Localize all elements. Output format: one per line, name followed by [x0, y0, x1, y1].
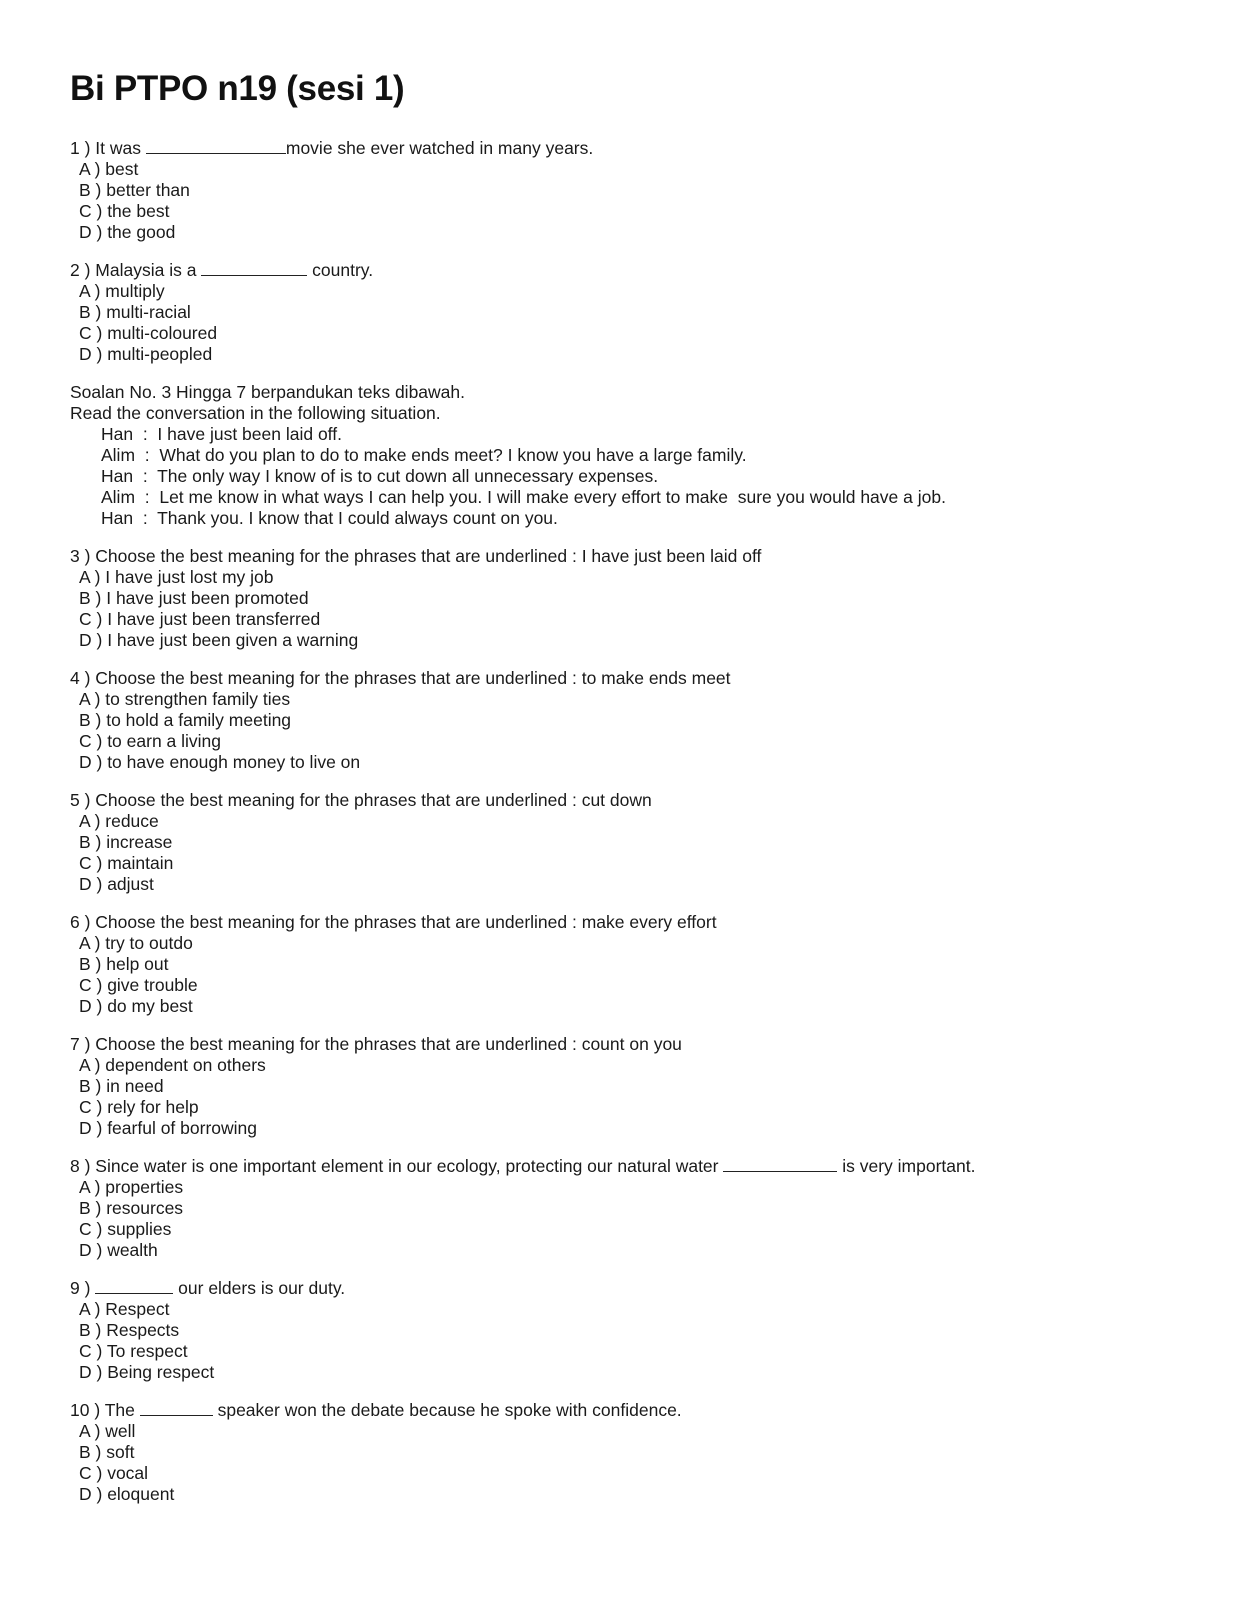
option-c[interactable]: C ) vocal [79, 1463, 149, 1483]
option-c[interactable]: C ) supplies [79, 1219, 172, 1239]
answer-blank [723, 1158, 837, 1172]
option-b[interactable]: B ) resources [79, 1198, 184, 1218]
dialogue-text: The only way I know of is to cut down all unnecessary expenses. [157, 466, 659, 486]
option-b[interactable]: B ) to hold a family meeting [79, 710, 292, 730]
question-5 [70, 790, 1190, 895]
question-2 [70, 260, 1190, 365]
option-b[interactable]: B ) soft [79, 1442, 135, 1462]
answer-blank [140, 1402, 213, 1416]
option-b[interactable]: B ) I have just been promoted [79, 588, 309, 608]
page-title: Bi PTPO n19 (sesi 1) [70, 69, 405, 108]
option-b[interactable]: B ) help out [79, 954, 169, 974]
stem-text: is very important. [837, 1156, 976, 1176]
question-4 [70, 668, 1190, 773]
question-number: 1 ) [70, 138, 96, 158]
question-8 [70, 1156, 1190, 1261]
dialogue-text: Let me know in what ways I can help you. I will make every effort to make sure you would have a job. [159, 487, 946, 507]
question-9 [70, 1278, 1190, 1383]
option-b[interactable]: B ) Respects [79, 1320, 180, 1340]
worksheet-page [70, 68, 1190, 1522]
option-d[interactable]: D ) do my best [79, 996, 193, 1016]
speaker-separator: : [133, 424, 158, 444]
option-a[interactable]: A ) I have just lost my job [79, 567, 274, 587]
question-number: 2 ) [70, 260, 96, 280]
option-a[interactable]: A ) properties [79, 1177, 184, 1197]
option-a[interactable]: A ) dependent on others [79, 1055, 266, 1075]
question-stem [70, 1156, 1190, 1177]
option-b[interactable]: B ) increase [79, 832, 173, 852]
speaker-name: Han [101, 466, 134, 486]
dialogue-text: I have just been laid off. [157, 424, 342, 444]
question-stem [70, 1278, 1190, 1299]
option-d[interactable]: D ) adjust [79, 874, 154, 894]
question-1 [70, 138, 1190, 243]
question-3 [70, 546, 1190, 651]
answer-blank [146, 140, 286, 154]
option-a[interactable]: A ) to strengthen family ties [79, 689, 291, 709]
question-stem: 5 ) Choose the best meaning for the phrases that are underlined : cut down [70, 790, 652, 810]
speaker-name: Han [101, 508, 134, 528]
dialogue-line [70, 445, 1190, 466]
option-a[interactable]: A ) reduce [79, 811, 159, 831]
question-6 [70, 912, 1190, 1017]
stem-text: speaker won the debate because he spoke with confidence. [212, 1400, 682, 1420]
option-c[interactable]: C ) to earn a living [79, 731, 222, 751]
option-d[interactable]: D ) to have enough money to live on [79, 752, 361, 772]
option-d[interactable]: D ) multi-peopled [79, 344, 213, 364]
question-7 [70, 1034, 1190, 1139]
stem-text: Malaysia is a [95, 260, 202, 280]
answer-blank [95, 1280, 173, 1294]
option-b[interactable]: B ) better than [79, 180, 190, 200]
question-stem: 6 ) Choose the best meaning for the phrases that are underlined : make every effort [70, 912, 717, 932]
question-stem [70, 1400, 1190, 1421]
speaker-separator: : [133, 508, 158, 528]
option-c[interactable]: C ) give trouble [79, 975, 198, 995]
stem-text: Since water is one important element in our ecology, protecting our natural water [95, 1156, 724, 1176]
reading-passage [70, 382, 1190, 529]
answer-blank [201, 262, 307, 276]
question-stem: 7 ) Choose the best meaning for the phrases that are underlined : count on you [70, 1034, 682, 1054]
option-d[interactable]: D ) Being respect [79, 1362, 215, 1382]
question-stem [70, 260, 1190, 281]
speaker-name: Alim [101, 487, 136, 507]
question-stem: 4 ) Choose the best meaning for the phrases that are underlined : to make ends meet [70, 668, 731, 688]
speaker-separator: : [133, 466, 158, 486]
question-stem: 3 ) Choose the best meaning for the phrases that are underlined : I have just been laid off [70, 546, 762, 566]
dialogue-text: Thank you. I know that I could always count on you. [157, 508, 558, 528]
question-number: 9 ) [70, 1278, 96, 1298]
option-b[interactable]: B ) multi-racial [79, 302, 191, 322]
speaker-separator: : [135, 487, 160, 507]
question-number: 8 ) [70, 1156, 96, 1176]
option-d[interactable]: D ) eloquent [79, 1484, 175, 1504]
option-c[interactable]: C ) maintain [79, 853, 174, 873]
option-d[interactable]: D ) I have just been given a warning [79, 630, 359, 650]
option-c[interactable]: C ) To respect [79, 1341, 188, 1361]
stem-text: It was [95, 138, 146, 158]
passage-instruction: Soalan No. 3 Hingga 7 berpandukan teks dibawah. [70, 382, 465, 402]
option-d[interactable]: D ) wealth [79, 1240, 158, 1260]
question-number: 10 ) [70, 1400, 105, 1420]
question-10 [70, 1400, 1190, 1505]
question-stem [70, 138, 1190, 159]
option-a[interactable]: A ) best [79, 159, 139, 179]
dialogue-line [70, 487, 1190, 508]
option-a[interactable]: A ) well [79, 1421, 136, 1441]
option-c[interactable]: C ) rely for help [79, 1097, 199, 1117]
option-a[interactable]: A ) Respect [79, 1299, 170, 1319]
option-c[interactable]: C ) I have just been transferred [79, 609, 321, 629]
dialogue-line [70, 508, 1190, 529]
dialogue-text: What do you plan to do to make ends meet? I know you have a large family. [159, 445, 747, 465]
option-a[interactable]: A ) multiply [79, 281, 165, 301]
option-d[interactable]: D ) fearful of borrowing [79, 1118, 257, 1138]
dialogue-line [70, 424, 1190, 445]
dialogue-line [70, 466, 1190, 487]
speaker-separator: : [135, 445, 160, 465]
stem-text: The [104, 1400, 140, 1420]
stem-text: country. [307, 260, 374, 280]
option-a[interactable]: A ) try to outdo [79, 933, 193, 953]
option-b[interactable]: B ) in need [79, 1076, 164, 1096]
speaker-name: Han [101, 424, 134, 444]
option-d[interactable]: D ) the good [79, 222, 176, 242]
stem-text: movie she ever watched in many years. [285, 138, 594, 158]
passage-instruction: Read the conversation in the following situation. [70, 403, 441, 423]
speaker-name: Alim [101, 445, 136, 465]
stem-text: our elders is our duty. [173, 1278, 346, 1298]
option-c[interactable]: C ) multi-coloured [79, 323, 218, 343]
option-c[interactable]: C ) the best [79, 201, 170, 221]
